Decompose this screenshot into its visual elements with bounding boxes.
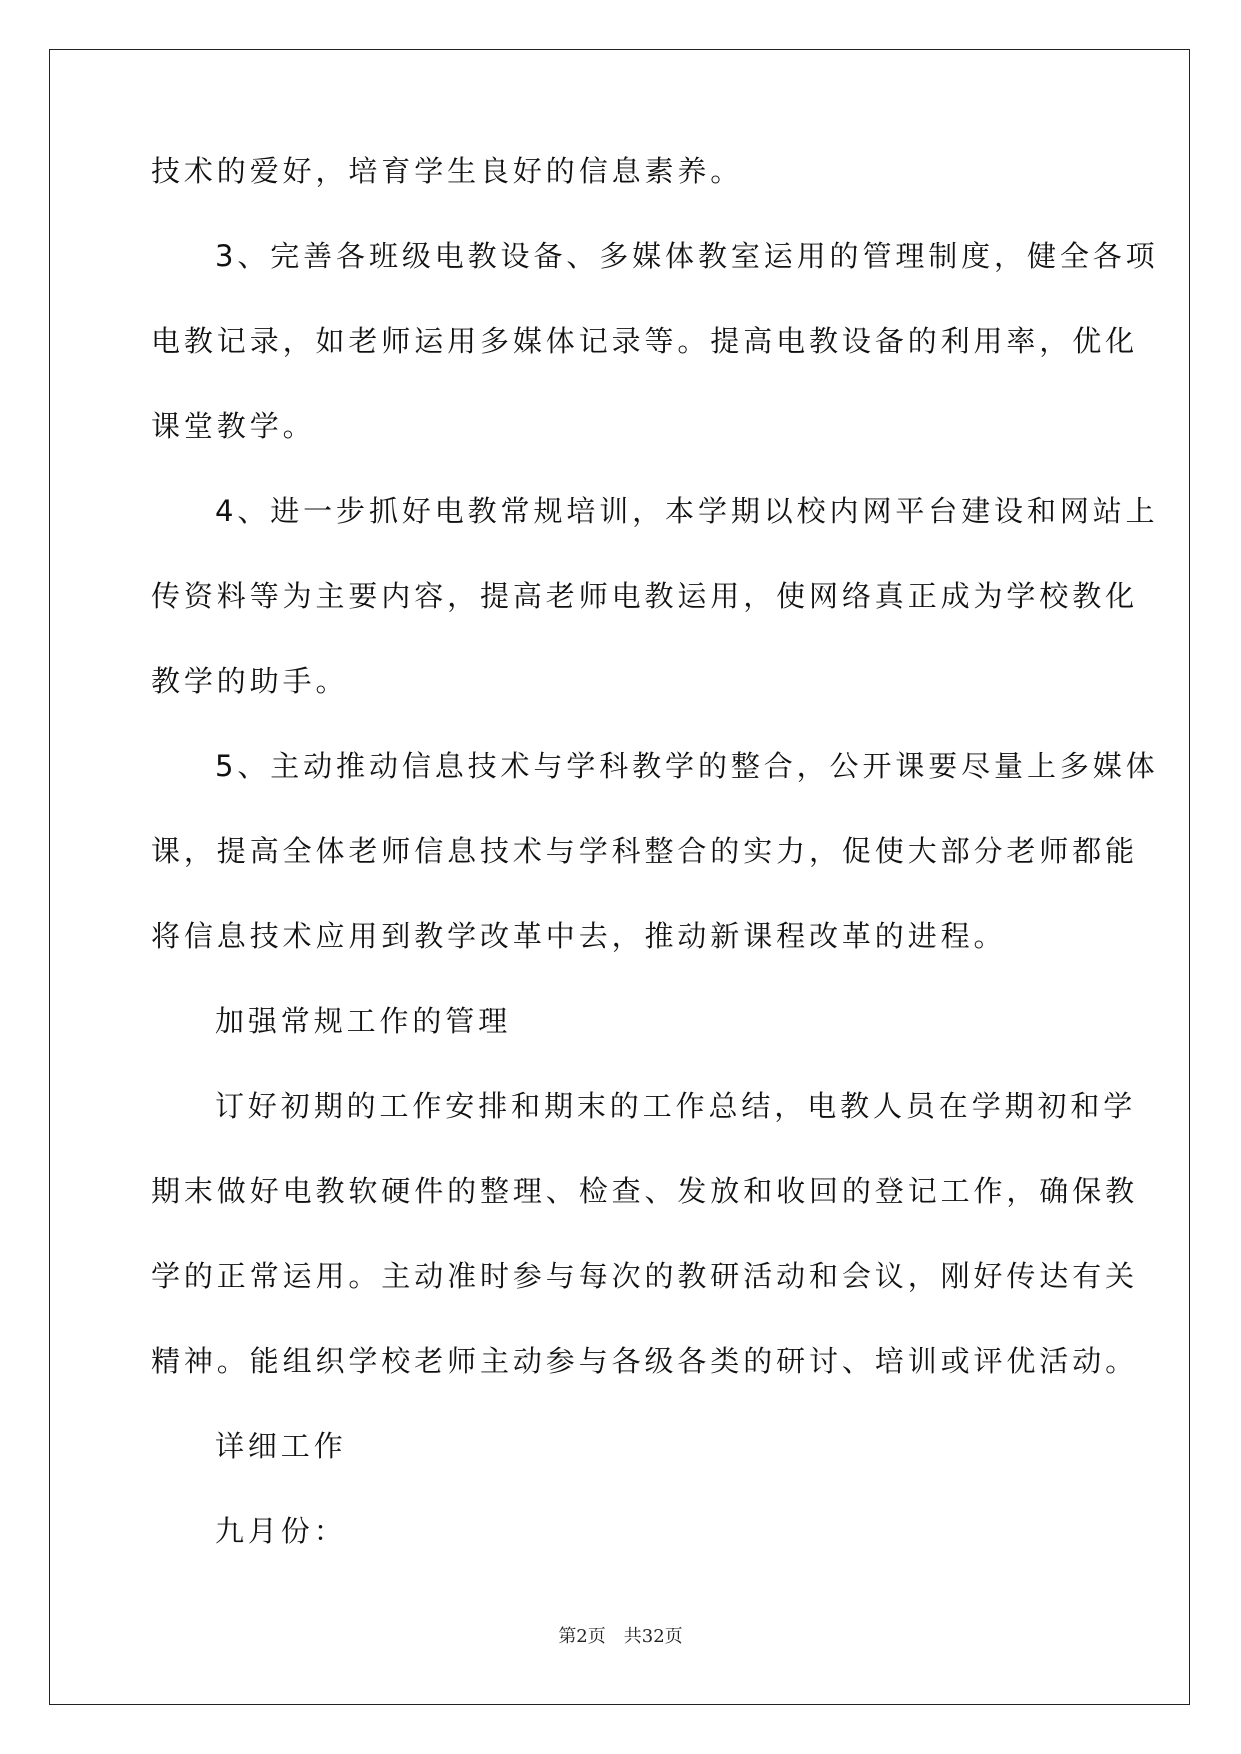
text-line-7: 教学的助手。 bbox=[151, 664, 349, 698]
section-heading-september: 九月份： bbox=[215, 1514, 347, 1548]
text-line-10: 将信息技术应用到教学改革中去，推动新课程改革的进程。 bbox=[151, 919, 1007, 953]
page-number: 第2页 共32页 bbox=[558, 1626, 683, 1647]
text-line-5: 4、进一步抓好电教常规培训，本学期以校内网平台建设和网站上 bbox=[215, 494, 1159, 528]
section-heading-management: 加强常规工作的管理 bbox=[215, 1004, 512, 1038]
text-line-13: 期末做好电教软硬件的整理、检查、发放和收回的登记工作，确保教 bbox=[151, 1174, 1139, 1208]
document-body bbox=[151, 151, 1159, 1596]
text-line-15: 精神。能组织学校老师主动参与各级各类的研讨、培训或评优活动。 bbox=[151, 1344, 1139, 1378]
text-line-2: 3、完善各班级电教设备、多媒体教室运用的管理制度，健全各项 bbox=[215, 239, 1159, 273]
text-line-12: 订好初期的工作安排和期末的工作总结，电教人员在学期初和学 bbox=[215, 1089, 1137, 1123]
text-line-14: 学的正常运用。主动准时参与每次的教研活动和会议，刚好传达有关 bbox=[151, 1259, 1139, 1293]
text-line-8: 5、主动推动信息技术与学科教学的整合，公开课要尽量上多媒体 bbox=[215, 749, 1159, 783]
text-line-4: 课堂教学。 bbox=[151, 409, 316, 443]
text-line-1: 技术的爱好，培育学生良好的信息素养。 bbox=[151, 154, 744, 188]
text-line-9: 课，提高全体老师信息技术与学科整合的实力，促使大部分老师都能 bbox=[151, 834, 1139, 868]
text-line-3: 电教记录，如老师运用多媒体记录等。提高电教设备的利用率，优化 bbox=[151, 324, 1139, 358]
text-line-6: 传资料等为主要内容，提高老师电教运用，使网络真正成为学校教化 bbox=[151, 579, 1139, 613]
section-heading-detail-work: 详细工作 bbox=[215, 1429, 347, 1463]
